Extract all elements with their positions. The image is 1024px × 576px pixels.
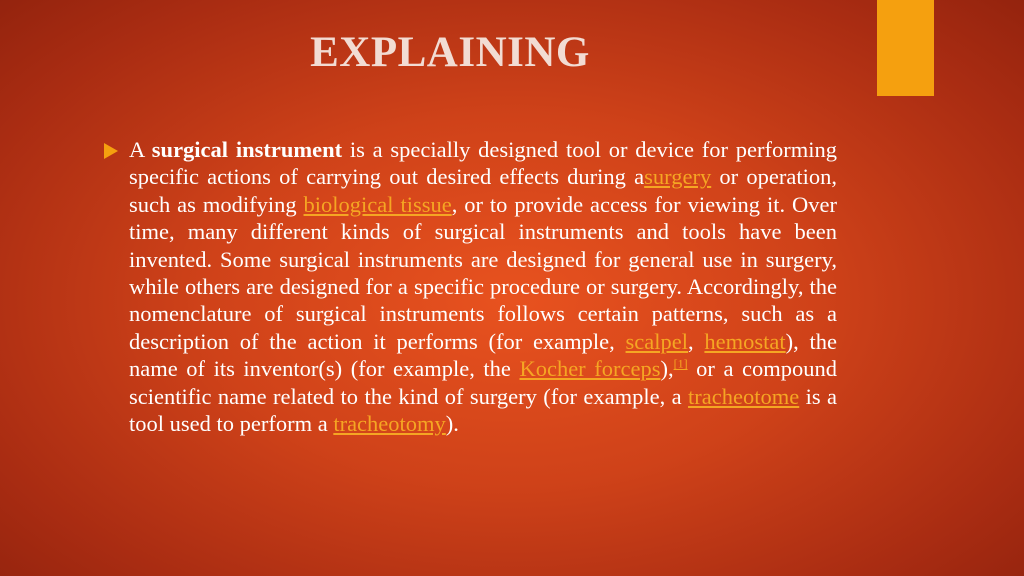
text-segment: , or to provide access for viewing it. Over time, many different kinds of surgical instruments and tools have been invented. Some surgical instruments are designed for general use in surgery, while others are designed for a specific procedure or surgery. Accordingly, the nomenclature of surgical instruments follows certain patterns, such as a description of the action it performs (for example, <box>129 191 838 354</box>
link-biological-tissue[interactable]: biological tissue <box>303 191 452 217</box>
bold-term: surgical instrument <box>151 137 343 162</box>
body-paragraph <box>129 136 837 437</box>
text-segment: ), <box>660 356 674 382</box>
link-tracheotomy[interactable]: tracheotomy <box>333 411 446 437</box>
link-tracheotome[interactable]: tracheotome <box>688 383 800 409</box>
slide-title: EXPLAINING <box>310 29 590 76</box>
text-segment: A <box>129 137 152 162</box>
text-segment: or a compound scientific name related to the kind of surgery (for example, a <box>129 356 837 409</box>
text-segment: ), the name of its inventor(s) (for example, the <box>129 328 838 382</box>
reference-link-1[interactable]: [1] <box>673 356 688 371</box>
triangle-right-icon <box>104 143 118 159</box>
text-segment: is a tool used to perform a <box>129 383 838 437</box>
link-surgery[interactable]: surgery <box>644 164 712 190</box>
link-scalpel[interactable]: scalpel <box>625 328 689 354</box>
link-kocher-forceps[interactable]: Kocher forceps <box>519 356 661 382</box>
text-segment: or operation, such as modifying <box>129 164 837 217</box>
text-segment: , <box>688 328 705 354</box>
link-hemostat[interactable]: hemostat <box>704 328 786 354</box>
text-segment: ). <box>445 411 459 437</box>
text-segment: is a specially designed tool or device for performing specific actions of carrying out desired effects during a <box>129 137 837 190</box>
